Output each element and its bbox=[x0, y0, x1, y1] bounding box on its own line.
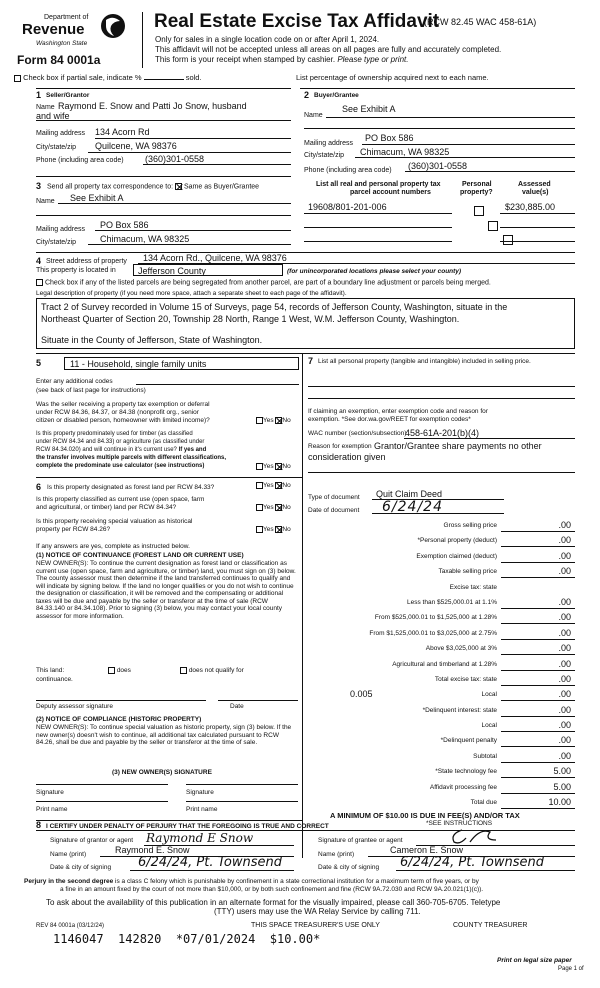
agency-line1: Department of bbox=[44, 14, 89, 21]
property-use-code-select[interactable]: 11 - Household, single family units bbox=[64, 357, 299, 370]
wac-label: WAC number (section/subsection) bbox=[308, 430, 407, 437]
notice1-heading: (1) NOTICE OF CONTINUANCE (FOREST LAND OR CURRENT USE) bbox=[36, 552, 244, 559]
grantor-date-label: Date & city of signing bbox=[50, 864, 112, 871]
seller-city-label: City/state/zip bbox=[36, 144, 77, 151]
tax-row: From $1,525,000.01 to $3,025,000 at 2.75% .00 bbox=[302, 626, 575, 641]
wac-number[interactable]: 458-61A-201(b)(4) bbox=[405, 428, 480, 438]
buyer-mail[interactable]: PO Box 586 bbox=[365, 133, 414, 143]
street-label: Street address of property bbox=[46, 258, 127, 265]
page-number: Page 1 of bbox=[558, 966, 584, 972]
header-note1: Only for sales in a single location code on or after April 1, 2024. bbox=[155, 35, 380, 44]
tax-row: Exemption claimed (deduct) .00 bbox=[302, 549, 575, 564]
section3-city[interactable]: Chimacum, WA 98325 bbox=[100, 234, 190, 244]
page-title: Real Estate Excise Tax Affidavit bbox=[154, 11, 440, 32]
perjury-line-1: Perjury in the second degree is a class C felony which is punishable by confinement in a state correctional institution for a maximum term of five years, or by bbox=[24, 878, 479, 885]
reason-label: Reason for exemption bbox=[308, 443, 372, 450]
forest-no-checkbox[interactable] bbox=[275, 482, 282, 489]
county-note: (for unincorporated locations please select your county) bbox=[287, 268, 462, 275]
grantee-signature-mark-icon bbox=[440, 826, 500, 846]
legal-line-1: Tract 2 of Survey recorded in Volume 15 of Surveys, page 54, records of Jefferson County, Washington, situate in the bbox=[41, 302, 508, 312]
q1-no-checkbox[interactable] bbox=[275, 417, 282, 424]
exemption-note-2: exemption. *See dor.wa.gov/REET for exemption codes* bbox=[308, 416, 471, 423]
assessed-value-1[interactable]: $230,885.00 bbox=[505, 202, 556, 212]
tax-row: From $525,000.01 to $1,525,000 at 1.28% .00 bbox=[302, 610, 575, 625]
tax-row: *State technology fee 5.00 bbox=[302, 764, 575, 779]
owner-signature-label-2: Signature bbox=[186, 789, 214, 796]
seller-name-label: Name bbox=[36, 104, 55, 111]
treasurer-use: THIS SPACE TREASURER'S USE ONLY bbox=[251, 922, 380, 929]
tax-row: Total due 10.00 bbox=[302, 795, 575, 810]
grantor-name[interactable]: Raymond E. Snow bbox=[115, 845, 190, 855]
q1-line-b: under RCW 84.36, 84.37, or 84.38 (nonprofit org., senior bbox=[36, 409, 199, 416]
header-note2: This affidavit will not be accepted unless all areas on all pages are fully and accurately completed. bbox=[155, 45, 502, 54]
historic-q-b: property per RCW 84.26? bbox=[36, 526, 111, 533]
current-use-yes-no: Yes No bbox=[256, 504, 291, 512]
seller-name-2[interactable]: and wife bbox=[36, 111, 70, 121]
additional-codes-label: Enter any additional codes bbox=[36, 378, 113, 385]
partial-sale-checkbox[interactable] bbox=[14, 75, 21, 82]
owner-print-label-1: Print name bbox=[36, 806, 68, 813]
q1-yes-checkbox[interactable] bbox=[256, 417, 263, 424]
tax-row: Taxable selling price .00 bbox=[302, 564, 575, 579]
minimum-due: A MINIMUM OF $10.00 IS DUE IN FEE(S) AND/OR TAX bbox=[330, 811, 520, 820]
reason-line-1[interactable]: Grantor/Grantee share payments no other bbox=[374, 441, 542, 451]
grantee-sig-label: Signature of grantee or agent bbox=[318, 837, 403, 844]
parcel-number-1[interactable]: 19608/801-201-006 bbox=[308, 202, 387, 212]
section3-name[interactable]: See Exhibit A bbox=[70, 193, 124, 203]
tax-row: Less than $525,000.01 at 1.1% .00 bbox=[302, 595, 575, 610]
street-address[interactable]: 134 Acorn Rd., Quilcene, WA 98376 bbox=[143, 253, 287, 263]
forest-yes-checkbox[interactable] bbox=[256, 482, 263, 489]
tax-row: Subtotal .00 bbox=[302, 749, 575, 764]
seller-mail[interactable]: 134 Acorn Rd bbox=[95, 127, 150, 137]
parcels-heading-4: property? bbox=[460, 189, 493, 196]
q2-yes-checkbox[interactable] bbox=[256, 463, 263, 470]
q2-line-a: Is this property predominately used for timber (as classified bbox=[36, 431, 193, 437]
seller-city[interactable]: Quilcene, WA 98376 bbox=[95, 141, 177, 151]
agency-line3: Washington State bbox=[36, 40, 88, 47]
grantee-signature[interactable] bbox=[440, 826, 500, 846]
notice1-body: NEW OWNER(S): To continue the current designation as forest land or classification as current use (open space, farm and agriculture, or timber) land, you must sign on (3) below. The county assessor must then determine if the land transferred continues to qualify and will indicate by signing below. If the land no longer qualifies or you do not wish to continue the designation or classification, it will be removed and the compensating or additional taxes will be due and payable by the seller or transferor at the time of sale (RCW 84.33.140 or 84.34.108). Prior to signing (3) below, you may contact your local county assessor for more information. bbox=[36, 560, 296, 620]
does-not-option: does not qualify for bbox=[180, 667, 244, 675]
personal-property-checkbox-3[interactable] bbox=[503, 235, 513, 245]
grantor-name-label: Name (print) bbox=[50, 851, 87, 858]
tax-row: Agricultural and timberland at 1.28% .00 bbox=[302, 657, 575, 672]
section3-mail-label: Mailing address bbox=[36, 226, 86, 233]
does-checkbox[interactable] bbox=[108, 667, 115, 674]
buyer-mail-label: Mailing address bbox=[304, 140, 354, 147]
section1-number: 1 bbox=[36, 90, 42, 100]
does-option: does bbox=[108, 667, 131, 675]
dor-logo bbox=[8, 10, 126, 52]
buyer-name[interactable]: See Exhibit A bbox=[342, 104, 396, 114]
seller-name[interactable]: Raymond E. Snow and Patti Jo Snow, husband bbox=[58, 101, 247, 111]
legal-line-3: Situate in the County of Jefferson, State of Washington. bbox=[41, 335, 263, 345]
washington-logo-icon bbox=[100, 12, 126, 40]
section7-label: List all personal property (tangible and intangible) included in selling price. bbox=[318, 358, 531, 365]
q2-no-checkbox[interactable] bbox=[275, 463, 282, 470]
current-use-yes-checkbox[interactable] bbox=[256, 504, 263, 511]
same-as-buyer-checkbox[interactable] bbox=[175, 183, 182, 190]
seller-phone-label: Phone (including area code) bbox=[36, 157, 124, 164]
form-number: Form 84 0001a bbox=[17, 53, 101, 67]
grantee-name-label: Name (print) bbox=[318, 851, 355, 858]
section5-number: 5 bbox=[36, 358, 42, 368]
buyer-city-label: City/state/zip bbox=[304, 152, 345, 159]
legal-line-2: Northeast Quarter of Section 20, Township 28 North, Range 1 West, W.M. Jefferson County, Washington. bbox=[41, 314, 460, 324]
see-back-label: (see back of last page for instructions) bbox=[36, 387, 146, 394]
seller-mail-label: Mailing address bbox=[36, 130, 86, 137]
county-treasurer: COUNTY TREASURER bbox=[453, 922, 528, 929]
grantee-date-label: Date & city of signing bbox=[318, 864, 380, 871]
section7-number: 7 bbox=[308, 356, 314, 366]
personal-property-checkbox-2[interactable] bbox=[488, 221, 498, 231]
buyer-name-label: Name bbox=[304, 112, 323, 119]
segregation-row: Check box if any of the listed parcels are being segregated from another parcel, are part of a boundary line adjustment or parcels being merged. bbox=[36, 279, 491, 287]
section8-number: 8 bbox=[36, 820, 42, 830]
agency-line2: Revenue bbox=[22, 21, 85, 38]
if-yes-note: If any answers are yes, complete as instructed below. bbox=[36, 543, 190, 550]
buyer-city[interactable]: Chimacum, WA 98325 bbox=[360, 147, 450, 157]
q2-yes-no: Yes No bbox=[256, 463, 291, 471]
buyer-heading: Buyer/Grantee bbox=[314, 92, 359, 99]
tax-row: *Personal property (deduct) .00 bbox=[302, 533, 575, 548]
deputy-date-label: Date bbox=[230, 703, 244, 710]
q2-line-e: the transfer involves multiple parcels with different classifications, bbox=[36, 455, 227, 461]
reason-line-2[interactable]: consideration given bbox=[308, 452, 386, 462]
perjury-line-2: a fine in an amount fixed by the court of not more than $10,000, or by both such confinement and fine (RCW 9A.72.030 and RCW 9A.20.021(1)(c)). bbox=[60, 886, 484, 893]
q1-line-c: citizen or disabled person, homeowner with limited income)? bbox=[36, 417, 210, 424]
rcw-ref: (RCW 82.45 WAC 458-61A) bbox=[424, 17, 537, 27]
grantee-date-city[interactable]: 6/24/24, Pt. Townsend bbox=[400, 855, 545, 870]
q2-line-c: RCW 84.34.020) and will continue in it's current use? If yes and bbox=[36, 447, 207, 453]
seller-heading: Seller/Grantor bbox=[46, 92, 90, 99]
owner-signature-label-1: Signature bbox=[36, 789, 64, 796]
notice2-heading: (2) NOTICE OF COMPLIANCE (HISTORIC PROPERTY) bbox=[36, 716, 202, 723]
tax-row: Affidavit processing fee 5.00 bbox=[302, 780, 575, 795]
treasurer-stamp: 1146047 142820 *07/01/2024 $10.00* bbox=[53, 932, 321, 946]
grantor-date-city[interactable]: 6/24/24, Pt. Townsend bbox=[138, 855, 283, 870]
tax-row: Above $3,025,000 at 3% .00 bbox=[302, 641, 575, 656]
historic-q-a: Is this property receiving special valuation as historical bbox=[36, 518, 193, 525]
notice2-body: NEW OWNER(S): To continue special valuation as historic property, sign (3) below. If the new owner(s) doesn't wish to continue, all additional tax calculated pursuant to RCW 84.26, shall be due and payable by the seller or transferor at the time of sale. bbox=[36, 724, 292, 746]
rev-number: REV 84 0001a (03/12/24) bbox=[36, 923, 105, 929]
parcels-heading-1: List all real and personal property tax bbox=[316, 181, 441, 188]
section2-number: 2 bbox=[304, 90, 310, 100]
historic-yes-no: Yes No bbox=[256, 526, 291, 534]
see-instructions: *SEE INSTRUCTIONS bbox=[426, 820, 493, 827]
q1-yes-no: Yes No bbox=[256, 417, 291, 425]
partial-sale-row: Check box if partial sale, indicate % sold. bbox=[14, 74, 202, 83]
q1-line-a: Was the seller receiving a property tax exemption or deferral bbox=[36, 401, 210, 408]
alt-format-2: (TTY) users may use the WA Relay Service by calling 711. bbox=[214, 907, 421, 916]
seller-phone[interactable]: (360)301-0558 bbox=[145, 154, 205, 164]
section3-mail[interactable]: PO Box 586 bbox=[100, 220, 149, 230]
located-label: This property is located in bbox=[36, 267, 116, 274]
section4-number: 4 bbox=[36, 256, 42, 266]
section3-number: 3 bbox=[36, 181, 42, 191]
buyer-phone-label: Phone (including area code) bbox=[304, 167, 392, 174]
personal-property-checkbox-1[interactable] bbox=[474, 206, 484, 216]
local-rate: 0.005 bbox=[350, 689, 373, 700]
buyer-phone[interactable]: (360)301-0558 bbox=[408, 161, 468, 171]
legal-size-note: Print on legal size paper bbox=[497, 957, 572, 964]
notice3-heading: (3) NEW OWNER(S) SIGNATURE bbox=[112, 769, 212, 776]
section3-label: Send all property tax correspondence to: Same as Buyer/Grantee bbox=[47, 183, 260, 191]
does-not-checkbox[interactable] bbox=[180, 667, 187, 674]
forest-yes-no: Yes No bbox=[256, 482, 291, 490]
doc-date-label: Date of document bbox=[308, 507, 360, 514]
tax-row: Excise tax: state bbox=[449, 583, 497, 591]
parcels-heading-5: Assessed bbox=[518, 181, 551, 188]
legal-label: Legal description of property (if you need more space, attach a separate sheet to each page of the affidavit). bbox=[36, 290, 347, 297]
current-use-q-b: and agricultural, or timber) land per RCW 84.34? bbox=[36, 504, 177, 511]
tax-row: Local .00 bbox=[302, 718, 575, 733]
doc-date[interactable]: 6/24/24 bbox=[382, 499, 443, 515]
parcels-heading-3: Personal bbox=[462, 181, 492, 188]
q2-line-b: under RCW 84.34 and 84.33) or agriculture (as classified under bbox=[36, 439, 205, 445]
grantor-sig-label: Signature of grantor or agent bbox=[50, 837, 134, 844]
current-use-no-checkbox[interactable] bbox=[275, 504, 282, 511]
forest-question: Is this property designated as forest land per RCW 84.33? bbox=[47, 484, 215, 491]
grantee-name[interactable]: Cameron E. Snow bbox=[390, 845, 464, 855]
header-note3: This form is your receipt when stamped by cashier. Please type or print. bbox=[155, 55, 409, 64]
continuance-label: continuance. bbox=[36, 676, 73, 683]
exemption-note-1: If claiming an exemption, enter exemption code and reason for bbox=[308, 408, 488, 415]
tax-row: *Delinquent penalty .00 bbox=[302, 733, 575, 748]
doc-type[interactable]: Quit Claim Deed bbox=[376, 489, 443, 499]
deputy-signature-label: Deputy assessor signature bbox=[36, 703, 113, 710]
parcels-heading-2: parcel account numbers bbox=[350, 189, 431, 196]
grantor-signature[interactable]: Raymond E Snow bbox=[146, 831, 254, 845]
this-land-label: This land: bbox=[36, 667, 65, 674]
doc-type-label: Type of document bbox=[308, 494, 360, 501]
alt-format-1: To ask about the availability of this publication in an alternate format for the visually impaired, please call 360-705-6705. Teletype bbox=[46, 898, 501, 907]
section3-city-label: City/state/zip bbox=[36, 239, 77, 246]
legal-description-box[interactable] bbox=[36, 298, 575, 349]
ownership-note: List percentage of ownership acquired next to each name. bbox=[296, 73, 489, 82]
tax-row: 0.005 Local .00 bbox=[302, 687, 575, 702]
owner-print-label-2: Print name bbox=[186, 806, 218, 813]
segregation-checkbox[interactable] bbox=[36, 279, 43, 286]
section3-name-label: Name bbox=[36, 198, 55, 205]
section6-number: 6 bbox=[36, 482, 42, 492]
q2-line-f: complete the predominate use calculator (see instructions) bbox=[36, 463, 205, 469]
parcels-heading-6: value(s) bbox=[522, 189, 549, 196]
tax-table bbox=[302, 518, 575, 810]
tax-row: Total excise tax: state .00 bbox=[302, 672, 575, 687]
section8-heading: I CERTIFY UNDER PENALTY OF PERJURY THAT THE FOREGOING IS TRUE AND CORRECT bbox=[46, 823, 329, 830]
county-select[interactable]: Jefferson County bbox=[133, 264, 283, 276]
historic-yes-checkbox[interactable] bbox=[256, 526, 263, 533]
historic-no-checkbox[interactable] bbox=[275, 526, 282, 533]
current-use-q-a: Is this property classified as current use (open space, farm bbox=[36, 496, 205, 503]
tax-row: Gross selling price .00 bbox=[302, 518, 575, 533]
tax-row: *Delinquent interest: state .00 bbox=[302, 703, 575, 718]
